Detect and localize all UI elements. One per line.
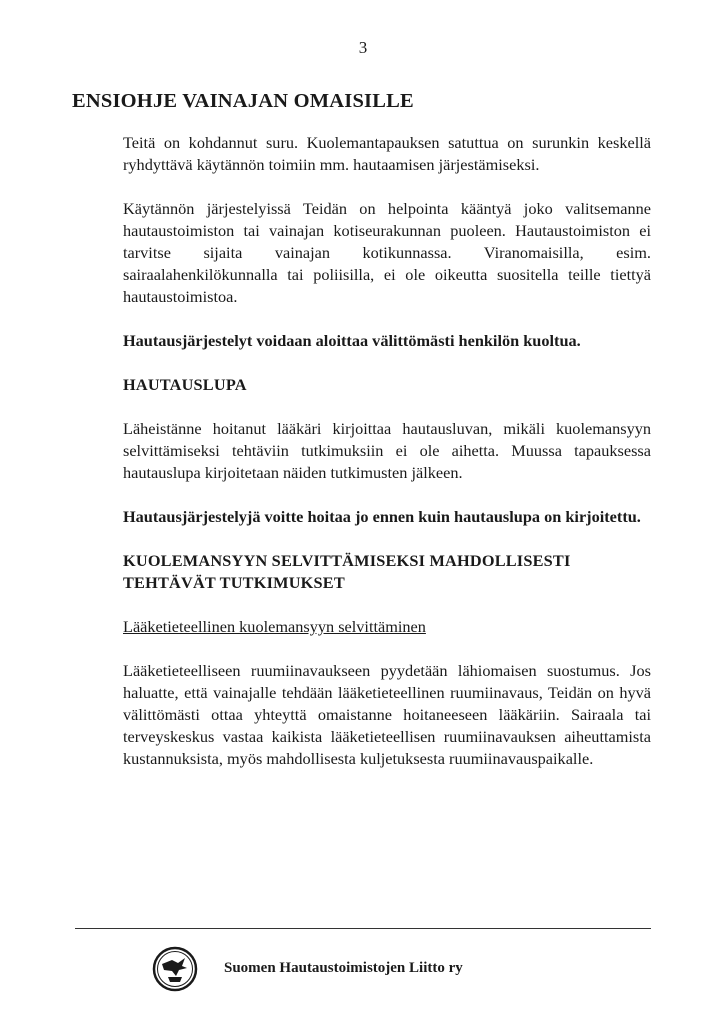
paragraph-autopsy: Lääketieteelliseen ruumiinavaukseen pyydetään lähiomaisen suostumus. Jos haluatte, että vainajalle tehdään lääketieteellinen ruumiinavaus, Teidän on hyvä välittömästi ottaa yhteyttä omaistanne hoitaneeseen lääkäriin. Sairaala tai terveyskeskus vastaa kaikista lääketieteellisen ruumiinavauksen aiheuttamista kustannuksista, myös mahdollisesta kuljetuksesta ruumiinavauspaikalle. xyxy=(123,661,651,768)
section-heading-hautauslupa: HAUTAUSLUPA xyxy=(123,375,247,394)
page-number: 3 xyxy=(358,38,368,57)
subheading-medical: Lääketieteellinen kuolemansyyn selvittäminen xyxy=(123,617,426,636)
page-title: ENSIOHJE VAINAJAN OMAISILLE xyxy=(72,90,414,112)
footer-organization: Suomen Hautaustoimistojen Liitto ry xyxy=(224,960,463,976)
paragraph-bold-start: Hautausjärjestelyt voidaan aloittaa välittömästi henkilön kuoltua. xyxy=(123,331,581,350)
footer-divider xyxy=(75,928,651,929)
paragraph-permit: Läheistänne hoitanut lääkäri kirjoittaa hautausluvan, mikäli kuolemansyyn selvittämiseksi tehtäviin tutkimuksiin ei ole aihetta. Muussa tapauksessa hautauslupa kirjoitetaan näiden tutkimusten jälkeen. xyxy=(123,419,651,482)
paragraph-arrangements: Käytännön järjestelyissä Teidän on helpointa kääntyä joko valitsemanne hautaustoimiston tai vainajan kotiseurakunnan puoleen. Hautaustoimiston ei tarvitse sijaita vainajan kotikunnassa. Viranomaisilla, esim. sairaalahenkilökunnalla tai poliisilla, ei ole oikeutta suositella teille tiettyä hautaustoimistoa. xyxy=(123,199,651,306)
section-heading-tutkimukset: KUOLEMANSYYN SELVITTÄMISEKSI MAHDOLLISESTI TEHTÄVÄT TUTKIMUKSET xyxy=(123,551,571,592)
document-body xyxy=(123,132,651,770)
paragraph-intro: Teitä on kohdannut suru. Kuolemantapauksen satuttua on surunkin keskellä ryhdyttävä käytännön toimiin mm. hautaamisen järjestämiseksi. xyxy=(123,133,651,174)
bird-emblem-icon xyxy=(152,946,198,992)
paragraph-bold-permit: Hautausjärjestelyjä voitte hoitaa jo ennen kuin hautauslupa on kirjoitettu. xyxy=(123,507,641,526)
